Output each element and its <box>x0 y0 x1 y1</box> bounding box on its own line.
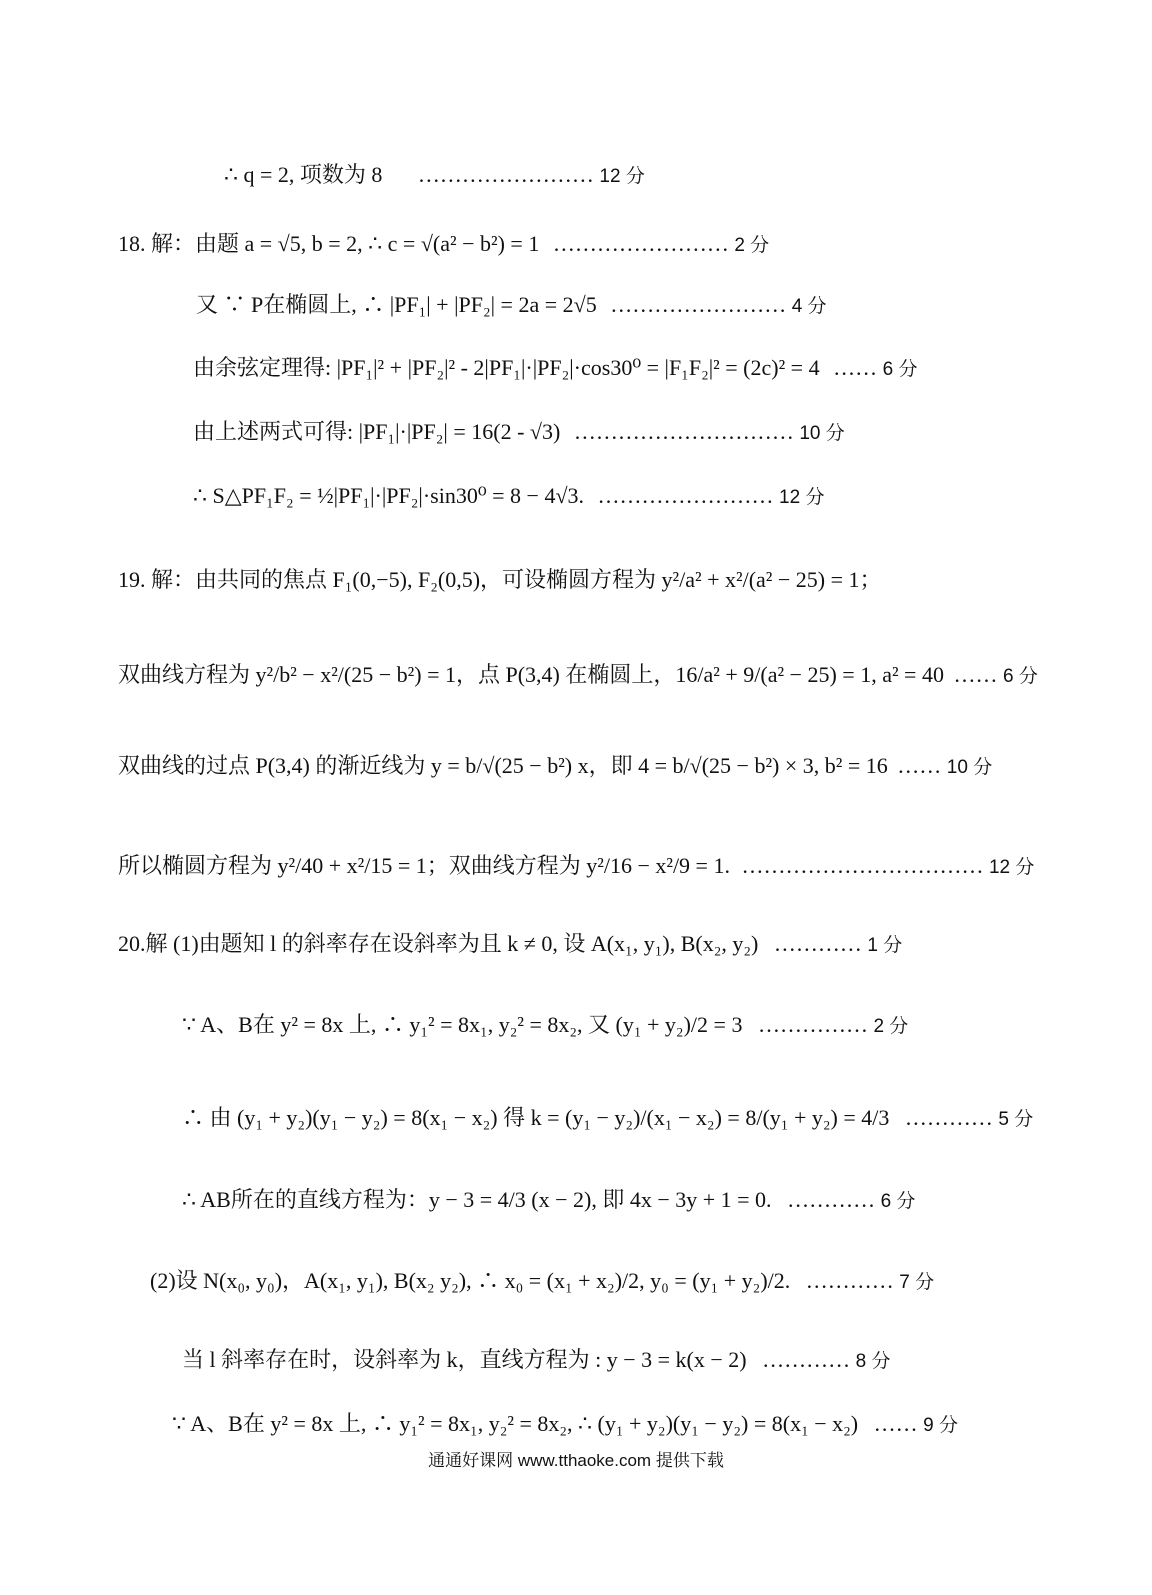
problem-19-line-4 <box>118 851 1034 883</box>
math-expression: ∴ q = 2, 项数为 8 <box>224 162 383 187</box>
problem-18-line-3 <box>193 353 917 385</box>
score-dots: ………… <box>787 1187 876 1212</box>
score-dots: …… <box>897 753 942 778</box>
problem-18-line-5 <box>193 481 824 513</box>
score-label: 5 分 <box>998 1109 1034 1130</box>
score-dots: …… <box>953 662 998 687</box>
score-label: 6 分 <box>880 1191 916 1212</box>
math-expression: 当 l 斜率存在时，设斜率为 k，直线方程为 : y − 3 = k(x − 2) <box>182 1347 747 1372</box>
math-expression: 19. 解：由共同的焦点 F₁(0,−5), F₂(0,5)，可设椭圆方程为 y²/a² + x²/(a² − 25) = 1； <box>118 567 882 592</box>
math-expression: 双曲线的过点 P(3,4) 的渐近线为 y = b/√(25 − b²) x，即 4 = b/√(25 − b²) × 3, b² = 16 <box>118 753 888 778</box>
score-dots: …… <box>833 355 878 380</box>
score-label: 6 分 <box>882 359 918 380</box>
problem-20-line-5 <box>150 1266 934 1298</box>
math-expression: 双曲线方程为 y²/b² − x²/(25 − b²) = 1，点 P(3,4) 在椭圆上，16/a² + 9/(a² − 25) = 1, a² = 40 <box>118 662 944 687</box>
math-expression: 由余弦定理得: |PF₁|² + |PF₂|² - 2|PF₁|·|PF₂|·cos30⁰ = |F₁F₂|² = (2c)² = 4 <box>193 355 820 380</box>
math-expression: ∴ AB所在的直线方程为：y − 3 = 4/3 (x − 2), 即 4x − 3y + 1 = 0. <box>182 1187 772 1212</box>
problem-20-line-3 <box>182 1103 1033 1135</box>
math-expression: 所以椭圆方程为 y²/40 + x²/15 = 1；双曲线方程为 y²/16 − x²/9 = 1. <box>118 853 730 878</box>
score-dots: ………… <box>762 1347 851 1372</box>
problem-20-line-7 <box>172 1409 958 1441</box>
score-label: 7 分 <box>899 1272 935 1293</box>
score-dots: …………………… <box>597 483 774 508</box>
score-dots: …………………………… <box>741 853 984 878</box>
score-label: 4 分 <box>791 296 827 317</box>
problem-19-line-3 <box>118 751 992 783</box>
math-expression: (2)设 N(x₀, y₀)，A(x₁, y₁), B(x₂ y₂), ∴ x₀ = (x₁ + x₂)/2, y₀ = (y₁ + y₂)/2. <box>150 1268 791 1293</box>
score-label: 8 分 <box>855 1351 891 1372</box>
problem-18-line-2 <box>196 290 827 322</box>
footer-credit: 通通好课网 www.tthaoke.com 提供下载 <box>428 1451 724 1470</box>
score-label: 9 分 <box>923 1415 958 1436</box>
math-expression: ∵ A、B在 y² = 8x 上, ∴ y₁² = 8x₁, y₂² = 8x₂, 又 (y₁ + y₂)/2 = 3 <box>182 1012 743 1037</box>
problem-20-line-2 <box>182 1010 908 1042</box>
math-expression: ∵ A、B在 y² = 8x 上, ∴ y₁² = 8x₁, y₂² = 8x₂, ∴ (y₁ + y₂)(y₁ − y₂) = 8(x₁ − x₂) <box>172 1411 859 1436</box>
math-expression: ∴ S△PF₁F₂ = ½|PF₁|·|PF₂|·sin30⁰ = 8 − 4√3. <box>193 483 585 508</box>
score-dots: ………… <box>904 1105 993 1130</box>
score-label: 12 分 <box>599 166 645 187</box>
math-expression: 20.解 (1)由题知 l 的斜率存在设斜率为且 k ≠ 0, 设 A(x₁, y₁), B(x₂, y₂) <box>118 931 759 956</box>
score-dots: …………………… <box>552 231 729 256</box>
score-label: 12 分 <box>988 857 1035 878</box>
problem-20-line-1 <box>118 929 902 961</box>
problem-20-line-4 <box>182 1185 915 1217</box>
score-label: 10 分 <box>946 757 993 778</box>
problem-19-line-2 <box>118 660 1038 692</box>
score-label: 2 分 <box>873 1016 909 1037</box>
score-dots: …………………… <box>610 292 787 317</box>
problem-18-line-1 <box>118 229 769 261</box>
score-label: 2 分 <box>734 235 770 256</box>
score-dots: ………… <box>805 1268 894 1293</box>
score-label: 6 分 <box>1002 666 1038 687</box>
problem-20-line-6 <box>182 1345 890 1377</box>
score-label: 1 分 <box>867 935 903 956</box>
score-dots: …………………… <box>417 162 594 187</box>
score-label: 10 分 <box>799 423 845 444</box>
problem-18-line-4 <box>193 417 845 449</box>
score-dots: ………………………… <box>573 419 794 444</box>
line-q-2 <box>224 160 645 192</box>
problem-19-line-1 <box>118 565 882 597</box>
score-dots: …… <box>873 1411 918 1436</box>
math-expression: 又 ∵ P在椭圆上, ∴ |PF₁| + |PF₂| = 2a = 2√5 <box>196 292 597 317</box>
score-dots: ………… <box>773 931 862 956</box>
score-label: 12 分 <box>779 487 825 508</box>
math-expression: 18. 解：由题 a = √5, b = 2, ∴ c = √(a² − b²) = 1 <box>118 231 540 256</box>
score-dots: …………… <box>757 1012 868 1037</box>
math-expression: ∴ 由 (y₁ + y₂)(y₁ − y₂) = 8(x₁ − x₂) 得 k = (y₁ − y₂)/(x₁ − x₂) = 8/(y₁ + y₂) = 4/3 <box>182 1105 890 1130</box>
math-expression: 由上述两式可得: |PF₁|·|PF₂| = 16(2 - √3) <box>193 419 561 444</box>
